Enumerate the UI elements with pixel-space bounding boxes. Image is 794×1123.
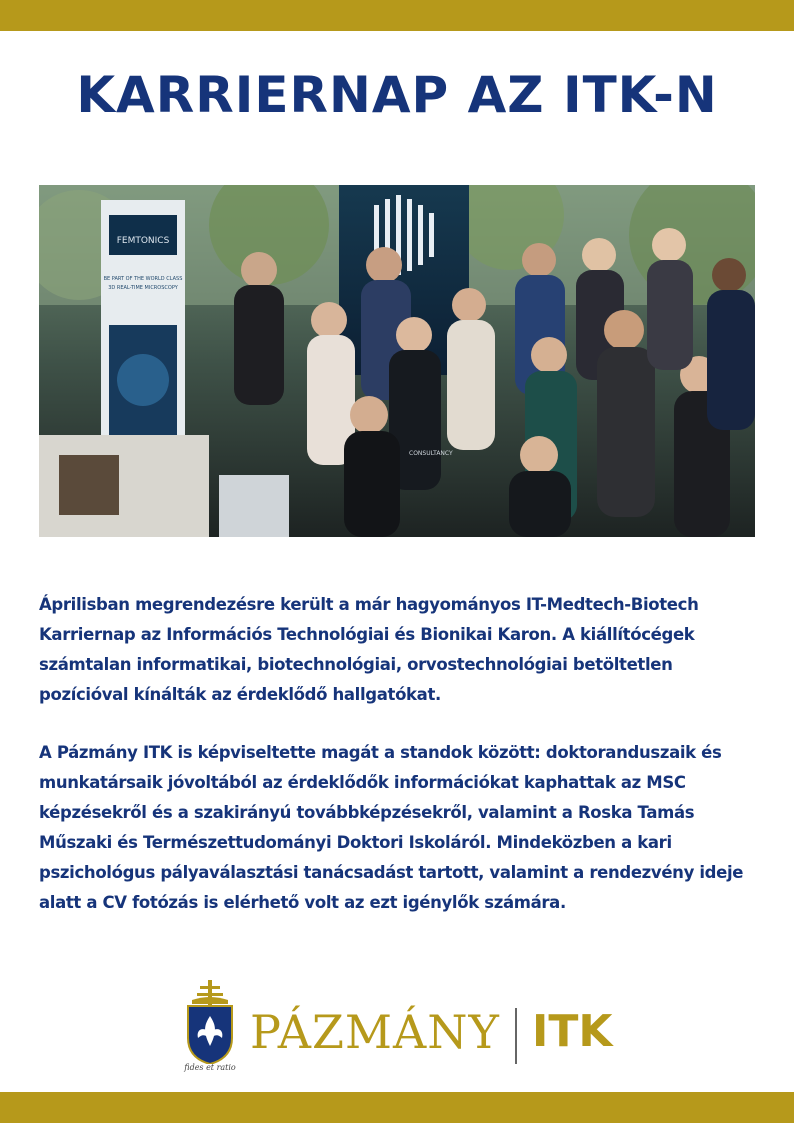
logo-faculty: ITK (532, 1006, 613, 1057)
pazmany-itk-logo (180, 980, 620, 1080)
bottom-accent-bar (0, 1092, 794, 1123)
svg-text:BE PART OF THE WORLD CLASS: BE PART OF THE WORLD CLASS (103, 276, 183, 282)
logo-divider (515, 1008, 517, 1064)
svg-text:3D REAL-TIME MICROSCOPY: 3D REAL-TIME MICROSCOPY (108, 285, 178, 291)
page-title: KARRIERNAP AZ ITK-N (76, 66, 718, 124)
article-body (39, 590, 759, 918)
logo-motto: fides et ratio (184, 1063, 236, 1072)
top-accent-bar (0, 0, 794, 31)
svg-text:FEMTONICS: FEMTONICS (116, 236, 170, 246)
svg-text:CONSULTANCY: CONSULTANCY (409, 450, 453, 457)
logo-wordmark: PÁZMÁNY (250, 1005, 500, 1059)
article-paragraph-1: Áprilisban megrendezésre került a már hagyományos IT-Medtech-Biotech Karriernap az Információs Technológiai és Bionikai Karon. A kiállítócégek számtalan informatikai, biotechnológiai, orvostechnológiai betöltetlen pozícióval kínálták az érdeklődő hallgatókat. (39, 595, 699, 704)
event-photo (39, 185, 755, 537)
article-paragraph-2: A Pázmány ITK is képviseltette magát a standok között: doktoranduszaik és munkatársaik jóvoltából az érdeklődők információkat kaphattak az MSC képzésekről és a szakirányú továbbképzésekről, valamint a Roska Tamás Műszaki és Természettudományi Doktori Iskoláról. Mindeközben a kari pszichológus pályaválasztási tanácsadást tartott, valamint a rendezvény ideje alatt a CV fotózás is elérhető volt az ezt igénylők számára. (39, 743, 744, 912)
